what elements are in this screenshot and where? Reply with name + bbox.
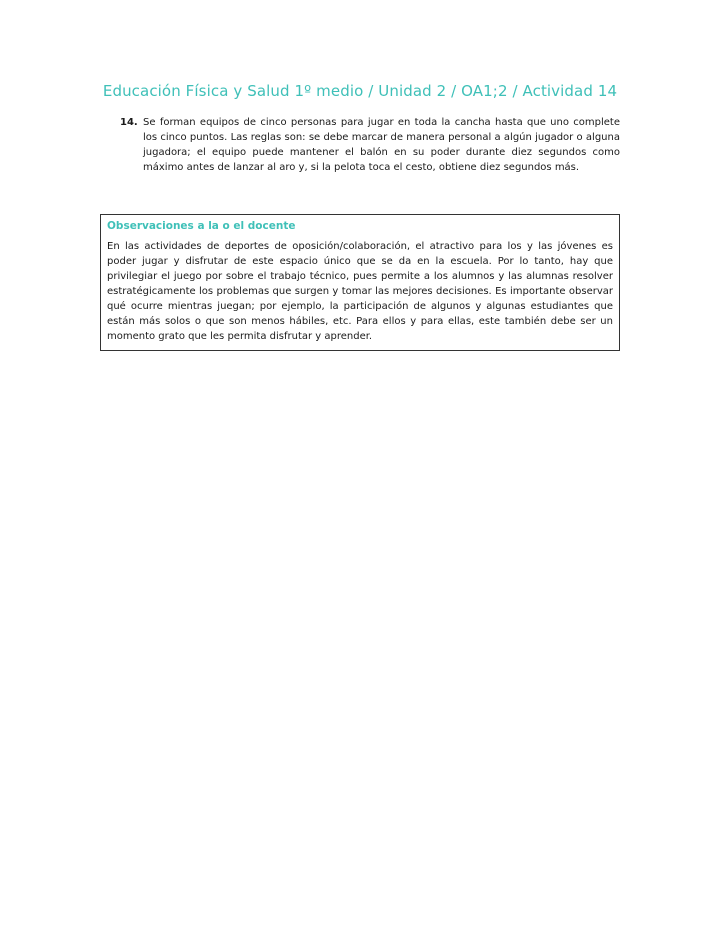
page-title: Educación Física y Salud 1º medio / Unidad 2 / OA1;2 / Actividad 14 bbox=[102, 82, 618, 100]
activity-text: Se forman equipos de cinco personas para jugar en toda la cancha hasta que uno complete los cinco puntos. Las reglas son: se debe marcar de manera personal a algún jugador o alguna jugadora; el equipo puede mantener el balón en su poder durante diez segundos como máximo antes de lanzar al aro y, si la pelota toca el cesto, obtiene diez segundos más. bbox=[143, 117, 620, 173]
activity-item bbox=[120, 115, 620, 175]
teacher-observations-box bbox=[100, 214, 620, 351]
observations-body: En las actividades de deportes de oposición/colaboración, el atractivo para los y las jóvenes es poder jugar y disfrutar de este espacio único que se da en la escuela. Por lo tanto, hay que privilegiar el juego por sobre el trabajo técnico, pues permite a los alumnos y las alumnas resolver estratégicamente los problemas que surgen y tomar las mejores decisiones. Es importante observar qué ocurre mientras juegan; por ejemplo, la participación de algunos y algunas estudiantes que están más solos o que son menos hábiles, etc. Para ellos y para ellas, este también debe ser un momento grato que les permita disfrutar y aprender. bbox=[107, 241, 613, 342]
observations-title: Observaciones a la o el docente bbox=[107, 220, 296, 232]
activity-number: 14. bbox=[120, 117, 138, 128]
